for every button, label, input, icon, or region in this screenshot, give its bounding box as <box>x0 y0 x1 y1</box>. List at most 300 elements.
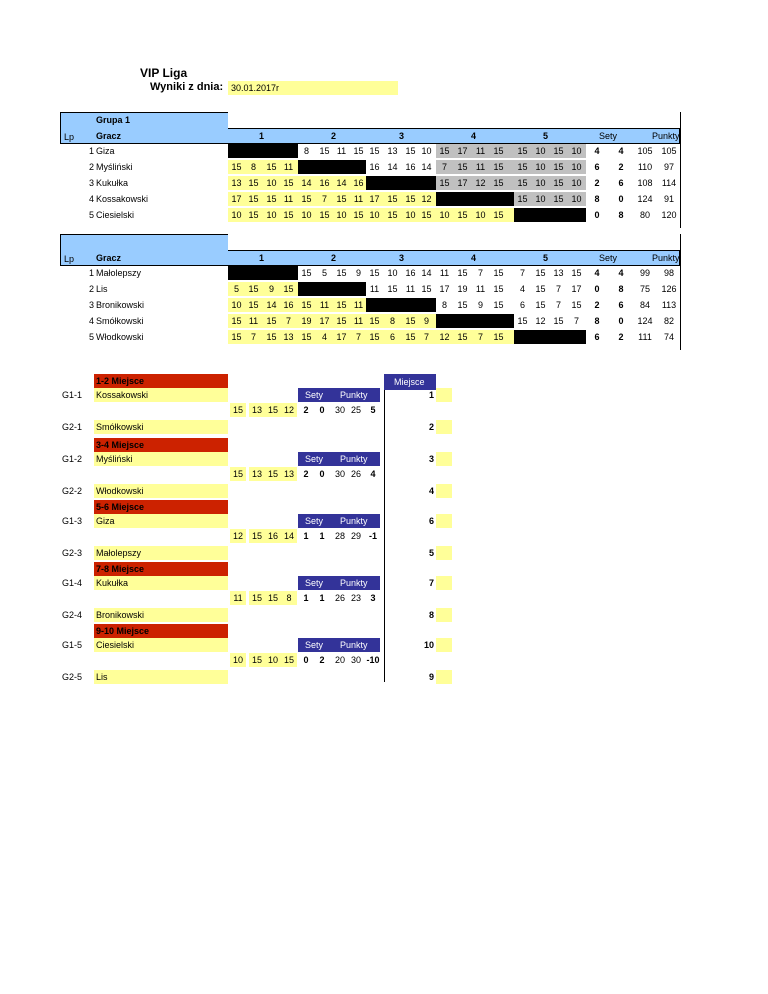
finals-place-top-box <box>436 576 452 590</box>
group1-score-cell: 11 <box>475 162 486 172</box>
group1-score-cell <box>514 208 531 222</box>
group2-score-cell: 12 <box>439 332 450 342</box>
group2-score-cell: 8 <box>389 316 395 326</box>
group2-score-cell <box>514 330 531 344</box>
group1-score-cell: 16 <box>319 178 330 188</box>
finals-place-top-box <box>436 638 452 652</box>
finals-top-code: G1-2 <box>62 454 83 464</box>
group1-score-cell: 10 <box>301 210 312 220</box>
group2-score-cell <box>228 266 245 280</box>
group1-points-for: 108 <box>637 178 653 188</box>
finals-top-name: Giza <box>96 516 115 526</box>
finals-points-for: 30 <box>334 405 345 415</box>
group1-score-cell <box>436 192 453 206</box>
finals-place-bottom-box <box>436 670 452 684</box>
group2-score-cell: 15 <box>301 268 312 278</box>
finals-score: 15 <box>232 405 243 415</box>
group1-score-cell: 11 <box>475 146 486 156</box>
group2-row-name: Smółkowski <box>96 316 144 326</box>
group1-points-against: 114 <box>661 178 677 188</box>
finals-place-bottom-box <box>436 546 452 560</box>
group2-score-cell <box>245 266 262 280</box>
finals-place-top: 3 <box>428 454 434 464</box>
finals-bottom-code: G2-4 <box>62 610 83 620</box>
group1-score-cell: 11 <box>283 162 294 172</box>
group2-score-cell: 7 <box>285 316 291 326</box>
group2-score-cell: 15 <box>493 332 504 342</box>
finals-bottom-code: G2-1 <box>62 422 83 432</box>
group1-score-cell <box>568 208 585 222</box>
group2-score-cell <box>280 266 297 280</box>
finals-sets-lost: 0 <box>319 469 325 479</box>
group2-col-4: 4 <box>471 253 477 263</box>
group1-score-cell: 10 <box>571 146 582 156</box>
finals-points-for: 26 <box>334 593 345 603</box>
group1-lp-label: Lp <box>64 132 75 142</box>
group2-score-cell: 15 <box>369 332 380 342</box>
group1-row-name: Kukułka <box>96 178 129 188</box>
group2-player-label: Gracz <box>96 253 122 263</box>
group2-sets-won: 0 <box>594 284 600 294</box>
group2-sets-lost: 2 <box>618 332 624 342</box>
finals-sets-won: 2 <box>303 405 309 415</box>
finals-points-for: 30 <box>334 469 345 479</box>
group2-score-cell: 13 <box>553 268 564 278</box>
finals-place-bottom: 4 <box>428 486 434 496</box>
finals-bottom-name-box <box>94 670 228 684</box>
group1-score-cell <box>333 160 350 174</box>
group1-player-label: Gracz <box>96 131 122 141</box>
group1-score-cell: 15 <box>553 162 564 172</box>
finals-top-code: G1-3 <box>62 516 83 526</box>
group2-row-name: Lis <box>96 284 108 294</box>
finals-sets-lost: 0 <box>319 405 325 415</box>
group2-score-cell: 7 <box>477 268 483 278</box>
group2-score-cell <box>550 330 567 344</box>
group2-score-cell: 19 <box>301 316 312 326</box>
group2-score-cell: 5 <box>233 284 239 294</box>
finals-score: 15 <box>267 593 278 603</box>
group1-score-cell: 15 <box>553 178 564 188</box>
group2-sets-lost: 0 <box>618 316 624 326</box>
group1-score-cell <box>418 176 435 190</box>
finals-place-top: 10 <box>423 640 434 650</box>
group1-score-cell: 15 <box>248 210 259 220</box>
group1-points-for: 124 <box>637 194 653 204</box>
finals-sets-won: 1 <box>303 531 309 541</box>
group1-score-cell: 13 <box>231 178 242 188</box>
finals-points-against: 30 <box>350 655 361 665</box>
group2-sets-won: 6 <box>594 332 600 342</box>
group2-score-cell: 15 <box>231 332 242 342</box>
finals-points-diff: -10 <box>366 655 380 665</box>
finals-points-diff: 5 <box>370 405 376 415</box>
group2-score-cell: 9 <box>423 316 429 326</box>
group2-score-cell: 19 <box>457 284 468 294</box>
group2-col-3: 3 <box>399 253 405 263</box>
finals-place-top-box <box>436 388 452 402</box>
group2-score-cell: 6 <box>389 332 395 342</box>
group2-row-lp: 2 <box>88 284 94 294</box>
finals-score: 15 <box>251 655 262 665</box>
group2-score-cell: 15 <box>517 316 528 326</box>
group1-score-cell: 10 <box>405 210 416 220</box>
finals-score: 13 <box>251 405 262 415</box>
finals-place-bottom-box <box>436 420 452 434</box>
group1-score-cell <box>490 192 507 206</box>
group2-lp-label: Lp <box>64 254 75 264</box>
group1-points-for: 80 <box>639 210 650 220</box>
group2-score-cell: 7 <box>519 268 525 278</box>
group2-col-5: 5 <box>543 253 549 263</box>
group2-score-cell: 15 <box>266 332 277 342</box>
finals-score: 15 <box>251 531 262 541</box>
finals-bottom-code: G2-2 <box>62 486 83 496</box>
finals-points-for: 20 <box>334 655 345 665</box>
group2-points-for: 84 <box>639 300 650 310</box>
finals-top-code: G1-5 <box>62 640 83 650</box>
finals-score: 13 <box>251 469 262 479</box>
group2-score-cell: 15 <box>535 300 546 310</box>
finals-score: 15 <box>267 405 278 415</box>
group1-name: Grupa 1 <box>96 115 131 125</box>
group1-right-border <box>680 112 681 228</box>
group2-score-cell: 14 <box>421 268 432 278</box>
group1-score-cell: 15 <box>457 210 468 220</box>
group2-score-cell <box>263 266 280 280</box>
group1-score-cell: 15 <box>457 162 468 172</box>
group2-row-lp: 5 <box>88 332 94 342</box>
group1-score-cell: 15 <box>248 194 259 204</box>
group2-score-cell: 15 <box>457 332 468 342</box>
group2-row-name: Bronikowski <box>96 300 145 310</box>
group1-row-lp: 4 <box>88 194 94 204</box>
finals-score: 14 <box>283 531 294 541</box>
group1-score-cell <box>280 144 297 158</box>
group2-col-1: 1 <box>259 253 265 263</box>
finals-score: 10 <box>267 655 278 665</box>
finals-points-diff: -1 <box>368 531 377 541</box>
group1-score-cell <box>263 144 280 158</box>
group2-score-cell: 15 <box>283 284 294 294</box>
group1-score-cell <box>454 192 471 206</box>
group1-score-cell: 16 <box>405 162 416 172</box>
group1-sets-won: 4 <box>594 146 600 156</box>
finals-bottom-code: G2-5 <box>62 672 83 682</box>
group1-score-cell: 15 <box>336 194 347 204</box>
finals-points-label: Punkty <box>340 516 368 526</box>
group2-score-cell: 15 <box>369 316 380 326</box>
group2-score-cell: 7 <box>423 332 429 342</box>
finals-points-diff: 3 <box>370 593 376 603</box>
group1-score-cell: 10 <box>266 178 277 188</box>
group1-score-cell <box>384 176 401 190</box>
group1-score-cell: 7 <box>441 162 447 172</box>
group1-score-cell: 15 <box>493 178 504 188</box>
group2-score-cell: 15 <box>336 316 347 326</box>
group2-score-cell: 16 <box>405 268 416 278</box>
group1-col-1: 1 <box>259 131 265 141</box>
group2-row-lp: 3 <box>88 300 94 310</box>
group2-score-cell: 15 <box>248 284 259 294</box>
group2-score-cell: 15 <box>387 284 398 294</box>
group2-sets-won: 4 <box>594 268 600 278</box>
group2-score-cell: 17 <box>439 284 450 294</box>
group2-score-cell: 11 <box>405 284 416 294</box>
finals-place-bottom: 5 <box>428 548 434 558</box>
group2-score-cell: 15 <box>493 268 504 278</box>
group2-score-cell <box>532 330 549 344</box>
group2-score-cell: 15 <box>493 300 504 310</box>
group1-score-cell: 16 <box>353 178 364 188</box>
group1-row-lp: 2 <box>88 162 94 172</box>
group2-points-for: 111 <box>638 332 652 342</box>
group1-col-3: 3 <box>399 131 405 141</box>
group1-score-cell: 15 <box>493 146 504 156</box>
group1-sets-won: 0 <box>594 210 600 220</box>
finals-points-label: Punkty <box>340 578 368 588</box>
group1-score-cell: 13 <box>387 146 398 156</box>
group2-score-cell: 15 <box>301 300 312 310</box>
group1-sets-lost: 4 <box>618 146 624 156</box>
group1-row-lp: 5 <box>88 210 94 220</box>
group1-score-cell: 10 <box>369 210 380 220</box>
group1-points-for: 105 <box>637 146 653 156</box>
group1-score-cell: 10 <box>439 210 450 220</box>
finals-place-top-box <box>436 452 452 466</box>
finals-place-top-box <box>436 514 452 528</box>
finals-score: 12 <box>283 405 294 415</box>
group2-points-against: 82 <box>663 316 674 326</box>
finals-score: 15 <box>232 469 243 479</box>
finals-title: 9-10 Miejsce <box>96 626 150 636</box>
group2-score-cell: 4 <box>321 332 327 342</box>
group1-score-cell: 16 <box>369 162 380 172</box>
group1-points-against: 105 <box>661 146 677 156</box>
group2-score-cell: 15 <box>231 316 242 326</box>
group1-score-cell: 15 <box>387 210 398 220</box>
group1-score-cell: 15 <box>493 162 504 172</box>
group2-score-cell: 14 <box>266 300 277 310</box>
finals-place-top: 7 <box>428 578 434 588</box>
group1-score-cell: 8 <box>250 162 256 172</box>
group1-row-lp: 1 <box>88 146 94 156</box>
group2-score-cell: 9 <box>477 300 483 310</box>
group1-score-cell: 15 <box>353 146 364 156</box>
group1-row-name: Giza <box>96 146 115 156</box>
group1-points-against: 97 <box>663 162 674 172</box>
date-value: 30.01.2017r <box>228 81 398 95</box>
finals-score: 10 <box>232 655 243 665</box>
group2-score-cell: 15 <box>421 284 432 294</box>
page-title: VIP Liga <box>140 66 188 80</box>
finals-score: 13 <box>283 469 294 479</box>
group1-score-cell: 11 <box>353 194 364 204</box>
finals-points-against: 26 <box>350 469 361 479</box>
group2-score-cell: 15 <box>405 316 416 326</box>
finals-place-bottom-box <box>436 484 452 498</box>
group1-col-4: 4 <box>471 131 477 141</box>
group1-score-cell: 17 <box>369 194 380 204</box>
group1-score-cell: 10 <box>475 210 486 220</box>
group1-score-cell: 10 <box>571 194 582 204</box>
group1-score-cell: 12 <box>421 194 432 204</box>
group2-score-cell <box>418 298 435 312</box>
group1-score-cell: 14 <box>301 178 312 188</box>
finals-place-bottom-box <box>436 608 452 622</box>
group2-points-for: 124 <box>637 316 653 326</box>
group2-points-against: 113 <box>661 300 677 310</box>
group1-score-cell: 10 <box>421 146 432 156</box>
group2-score-cell: 11 <box>439 268 450 278</box>
group2-score-cell: 4 <box>519 284 525 294</box>
group1-sets-label: Sety <box>599 131 618 141</box>
group2-score-cell: 17 <box>571 284 582 294</box>
group2-score-cell <box>384 298 401 312</box>
group2-score-cell: 15 <box>457 300 468 310</box>
group2-points-label: Punkty <box>652 253 680 263</box>
group2-score-cell <box>490 314 507 328</box>
group1-score-cell: 10 <box>336 210 347 220</box>
group1-sets-won: 8 <box>594 194 600 204</box>
group2-right-border <box>680 234 681 350</box>
finals-score: 8 <box>286 593 292 603</box>
group1-score-cell: 10 <box>571 178 582 188</box>
finals-score: 16 <box>267 531 278 541</box>
group1-sets-lost: 6 <box>618 178 624 188</box>
group2-score-cell: 15 <box>553 316 564 326</box>
group2-score-cell: 13 <box>283 332 294 342</box>
group1-score-cell: 15 <box>283 178 294 188</box>
group1-points-against: 120 <box>661 210 677 220</box>
group2-score-cell <box>436 314 453 328</box>
group1-score-cell: 10 <box>535 162 546 172</box>
group1-sets-lost: 0 <box>618 194 624 204</box>
group1-score-cell <box>245 144 262 158</box>
finals-sets-label: Sety <box>305 578 324 588</box>
group2-score-cell: 15 <box>457 268 468 278</box>
group1-score-cell: 14 <box>421 162 432 172</box>
group2-points-against: 126 <box>661 284 677 294</box>
finals-bottom-name: Małolepszy <box>96 548 142 558</box>
group1-score-cell: 11 <box>336 146 347 156</box>
group1-score-cell: 11 <box>283 194 294 204</box>
group1-sets-lost: 2 <box>618 162 624 172</box>
finals-bottom-name: Bronikowski <box>96 610 145 620</box>
group1-score-cell: 15 <box>439 178 450 188</box>
group2-sets-lost: 4 <box>618 268 624 278</box>
group2-score-cell <box>350 282 367 296</box>
group1-score-cell: 15 <box>319 210 330 220</box>
group1-score-cell: 14 <box>387 162 398 172</box>
group2-score-cell: 11 <box>369 284 380 294</box>
finals-bottom-code: G2-3 <box>62 548 83 558</box>
finals-sets-lost: 1 <box>319 593 325 603</box>
finals-points-against: 25 <box>350 405 361 415</box>
group2-points-against: 74 <box>663 332 674 342</box>
group1-row-name: Myśliński <box>96 162 133 172</box>
group2-score-cell: 17 <box>336 332 347 342</box>
group2-score-cell <box>454 314 471 328</box>
group1-col-2: 2 <box>331 131 337 141</box>
group2-row-lp: 4 <box>88 316 94 326</box>
group1-row-name: Kossakowski <box>96 194 149 204</box>
group1-score-cell <box>532 208 549 222</box>
group2-score-cell: 15 <box>336 268 347 278</box>
finals-score: 15 <box>283 655 294 665</box>
finals-bottom-name: Smółkowski <box>96 422 144 432</box>
group2-score-cell: 7 <box>573 316 579 326</box>
group1-score-cell: 10 <box>571 162 582 172</box>
group2-score-cell: 15 <box>248 300 259 310</box>
finals-score: 15 <box>251 593 262 603</box>
group1-score-cell: 15 <box>248 178 259 188</box>
group2-score-cell: 16 <box>283 300 294 310</box>
group2-sets-lost: 8 <box>618 284 624 294</box>
group1-score-cell: 15 <box>517 146 528 156</box>
group1-score-cell <box>402 176 419 190</box>
finals-score: 12 <box>232 531 243 541</box>
group1-sets-won: 6 <box>594 162 600 172</box>
group2-score-cell: 15 <box>571 300 582 310</box>
group2-col-2: 2 <box>331 253 337 263</box>
finals-top-name: Kukułka <box>96 578 129 588</box>
finals-points-label: Punkty <box>340 454 368 464</box>
group1-score-cell: 15 <box>439 146 450 156</box>
group2-score-cell: 11 <box>353 300 364 310</box>
finals-title: 5-6 Miejsce <box>96 502 145 512</box>
group1-score-cell: 15 <box>553 146 564 156</box>
group2-score-cell: 11 <box>475 284 486 294</box>
group1-score-cell <box>350 160 367 174</box>
group1-score-cell: 10 <box>535 146 546 156</box>
group2-score-cell: 15 <box>369 268 380 278</box>
group1-score-cell: 14 <box>336 178 347 188</box>
finals-title: 3-4 Miejsce <box>96 440 145 450</box>
group1-score-cell: 15 <box>493 210 504 220</box>
group1-score-cell <box>298 160 315 174</box>
group2-header-left <box>60 234 228 266</box>
finals-points-label: Punkty <box>340 390 368 400</box>
group2-score-cell <box>298 282 315 296</box>
finals-top-name: Myśliński <box>96 454 133 464</box>
finals-score: 11 <box>233 593 243 603</box>
group1-score-cell: 15 <box>517 194 528 204</box>
group2-score-cell: 17 <box>319 316 330 326</box>
finals-sets-won: 0 <box>303 655 309 665</box>
group2-score-cell: 6 <box>519 300 525 310</box>
group1-score-cell: 12 <box>475 178 486 188</box>
group1-score-cell: 15 <box>405 194 416 204</box>
finals-points-against: 23 <box>350 593 361 603</box>
finals-bottom-name: Lis <box>96 672 108 682</box>
group1-score-cell <box>550 208 567 222</box>
group2-score-cell: 15 <box>266 316 277 326</box>
finals-score: 15 <box>267 469 278 479</box>
group1-score-cell: 17 <box>231 194 242 204</box>
group1-score-cell <box>472 192 489 206</box>
finals-sets-lost: 1 <box>319 531 325 541</box>
group1-score-cell: 15 <box>319 146 330 156</box>
group1-row-name: Ciesielski <box>96 210 135 220</box>
group2-score-cell: 10 <box>231 300 242 310</box>
group1-score-cell: 10 <box>266 210 277 220</box>
group1-score-cell: 15 <box>353 210 364 220</box>
finals-sets-won: 2 <box>303 469 309 479</box>
group2-score-cell <box>402 298 419 312</box>
group1-col-5: 5 <box>543 131 549 141</box>
group2-score-cell: 7 <box>477 332 483 342</box>
